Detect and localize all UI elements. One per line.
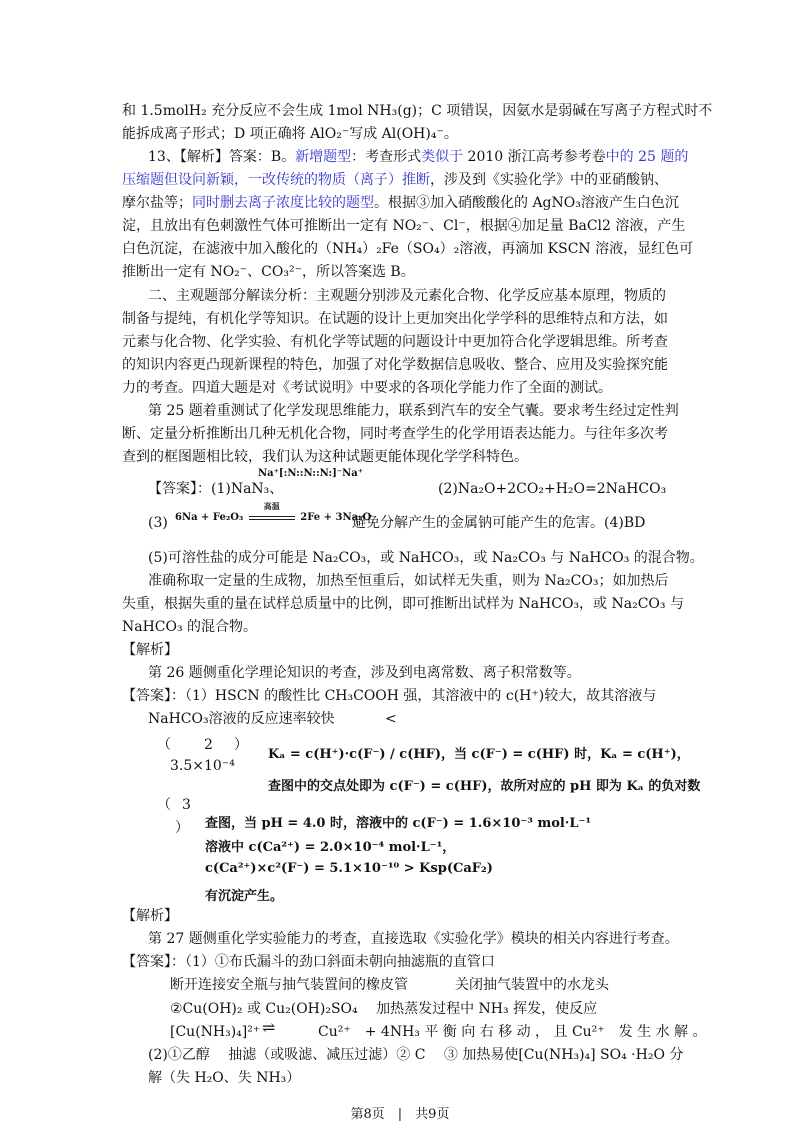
text-span: ）	[234, 737, 248, 753]
page-footer: 第8页 | 共9页	[350, 1107, 450, 1122]
text-line: 第 25 题着重测试了化学发现思维能力，联系到汽车的安全气囊。要求考生经过定性判	[148, 403, 679, 419]
text-line: 避免分解产生的金属钠可能产生的危害。(4)BD	[352, 515, 646, 531]
text-line: <	[385, 711, 397, 727]
text-line: 断开连接安全瓶与抽气装置间的橡皮管	[170, 977, 408, 993]
text-line: 3.5×10⁻⁴	[170, 758, 235, 774]
ka-explanation-image: 查图中的交点处即为 c(F⁻) = c(HF)，故所对应的 pH 即为 Kₐ 的负对数	[268, 779, 701, 794]
text-line: 断、定量分析推断出几种无机化合物，同时考查学生的化学用语表达能力。与往年多次考	[122, 426, 668, 442]
text-line: 解（失 H₂O、失 NH₃）	[148, 1070, 301, 1086]
part3-image-line: 查图，当 pH = 4.0 时，溶液中的 c(F⁻) = 1.6×10⁻³ mol·L⁻¹	[205, 816, 592, 831]
text-line: (2)Na₂O+2CO₂+H₂O=2NaHCO₃	[438, 481, 667, 497]
text-line: 能拆成离子形式；D 项正确将 AlO₂⁻写成 Al(OH)₄⁻。	[122, 126, 458, 142]
ka-formula: Kₐ = c(H⁺)·c(F⁻) / c(HF)	[268, 747, 442, 762]
text-span: 。根据③加入硝酸酸化的 AgNO₃溶液产生白色沉	[374, 195, 679, 211]
text-line: 查到的框图题相比较，我们认为这种试题更能体现化学学科特色。	[122, 449, 528, 465]
highlight-span: 类似于	[421, 149, 464, 165]
part3-image-line: 有沉淀产生。	[205, 889, 284, 904]
answer-line: 【答案】：（1）①布氏漏斗的劲口斜面未朝向抽滤瓶的直管口	[122, 954, 495, 970]
part3-image-line: 溶液中 c(Ca²⁺) = 2.0×10⁻⁴ mol·L⁻¹，	[205, 840, 456, 855]
text-line: (2)①乙醇 抽滤（或吸滤、减压过滤）② C ③ 加热易使[Cu(NH₃)₄] SO₄ ·H₂O 分	[148, 1047, 684, 1063]
text-line	[122, 171, 668, 189]
text-span: （	[157, 797, 171, 813]
text-line: 失重，根据失重的量在试样总质量中的比例，即可推断出试样为 NaHCO₃，或 Na₂CO₃ 与	[122, 596, 684, 612]
text-line: 推断出一定有 NO₂⁻、CO₃²⁻，所以答案选 B。	[122, 264, 415, 280]
text-span: 13、【解析】答案：B。	[148, 149, 296, 165]
text-span: ）	[175, 820, 189, 836]
text-span: ，涉及到《实验化学》中的亚硝酸钠、	[430, 172, 668, 188]
ka-equation-image	[268, 743, 690, 762]
text-line	[122, 194, 679, 212]
text-line: NaHCO₃ 的混合物。	[122, 619, 258, 635]
text-line: 第 27 题侧重化学实验能力的考查，直接选取《实验化学》模块的相关内容进行考查。	[148, 931, 679, 947]
highlight-span: 压缩题但设问新颖，一改传统的物质（离子）推断	[122, 172, 430, 188]
text-line: 淀，且放出有色刺激性气体可推断出一定有 NO₂⁻、Cl⁻，根据④加足量 BaCl2 溶液，产生	[122, 218, 686, 234]
q13-line	[148, 148, 688, 166]
answer-line: 【答案】：（1）HSCN 的酸性比 CH₃COOH 强，其溶液中的 c(H⁺)较大，故其溶液与	[122, 688, 657, 704]
highlight-span: 同时删去离子浓度比较的题型	[192, 195, 374, 211]
section-heading: 【解析】	[122, 642, 178, 658]
equation-condition: 高温	[263, 501, 280, 511]
equation-image	[175, 501, 372, 523]
text-line: 白色沉淀，在滤液中加入酸化的（NH₄）₂Fe（SO₄）₂溶液，再滴加 KSCN 溶液，显红色可	[122, 241, 694, 257]
text-line: 第 26 题侧重化学理论知识的考查，涉及到电离常数、离子积常数等。	[148, 665, 581, 681]
text-line: 元素与化合物、化学实验、有机化学等试题的问题设计中更加符合化学逻辑思维。所考查	[122, 334, 668, 350]
text-span: 2	[204, 737, 213, 753]
text-line: 和 1.5molH₂ 充分反应不会生成 1mol NH₃(g)；C 项错误，因氨水是弱碱在写离子方程式时不	[122, 103, 713, 119]
text-line: 力的考查。四道大题是对《考试说明》中要求的各项化学能力作了全面的测试。	[122, 380, 612, 396]
text-line: NaHCO₃溶液的反应速率较快	[148, 711, 335, 727]
part3-image-line: c(Ca²⁺)×c²(F⁻) = 5.1×10⁻¹⁰ > Ksp(CaF₂)	[205, 861, 493, 876]
equation-arrow	[247, 501, 297, 523]
highlight-span: 新增题型	[295, 149, 352, 165]
highlight-span: 中的 25 题的	[605, 149, 689, 165]
equilibrium-arrow-icon: ⇌	[262, 1018, 276, 1037]
text-line: [Cu(NH₃)₄]²⁺	[170, 1024, 261, 1040]
equation-left: 6Na + Fe₂O₃	[175, 512, 244, 523]
text-span: 摩尔盐等；	[122, 195, 192, 211]
lewis-structure-image: Na⁺[:N::N::N:]⁻Na⁺	[258, 468, 364, 479]
text-line: 二、主观题部分解读分析：主观题分别涉及元素化合物、化学反应基本原理，物质的	[148, 288, 666, 304]
section-heading: 【解析】	[122, 908, 178, 924]
ka-condition: ，当 c(F⁻) = c(HF) 时，Kₐ = c(H⁺)，	[441, 747, 690, 762]
text-line: (5)可溶性盐的成分可能是 Na₂CO₃，或 NaHCO₃，或 Na₂CO₃ 与 NaHCO₃ 的混合物。	[148, 550, 704, 566]
text-span: 3	[182, 797, 191, 813]
text-line: 关闭抽气装置中的水龙头	[455, 977, 609, 993]
answer-line: 【答案】：(1)NaN₃、	[148, 481, 284, 497]
text-span: 2010 浙江高考参考卷	[463, 149, 606, 165]
text-span: ：考查形式	[351, 149, 422, 165]
text-line: ②Cu(OH)₂ 或 Cu₂(OH)₂SO₄ 加热蒸发过程中 NH₃ 挥发，使反应	[170, 1001, 598, 1017]
text-line: 的知识内容更凸现新课程的特色，加强了对化学数据信息吸收、整合、应用及实验探究能	[122, 357, 668, 373]
text-line: Cu²⁺ + 4NH₃ 平 衡 向 右 移 动 ， 且 Cu²⁺ 发 生 水 解 。	[318, 1024, 707, 1040]
text-line: 制备与提纯，有机化学等知识。在试题的设计上更加突出化学学科的思维特点和方法，如	[122, 311, 668, 327]
text-line: (3)	[148, 515, 168, 531]
text-span: （	[157, 737, 171, 753]
equation-right: 2Fe + 3Na₂O	[300, 512, 372, 523]
text-line: 准确称取一定量的生成物，加热至恒重后，如试样无失重，则为 Na₂CO₃；如加热后	[148, 573, 669, 589]
